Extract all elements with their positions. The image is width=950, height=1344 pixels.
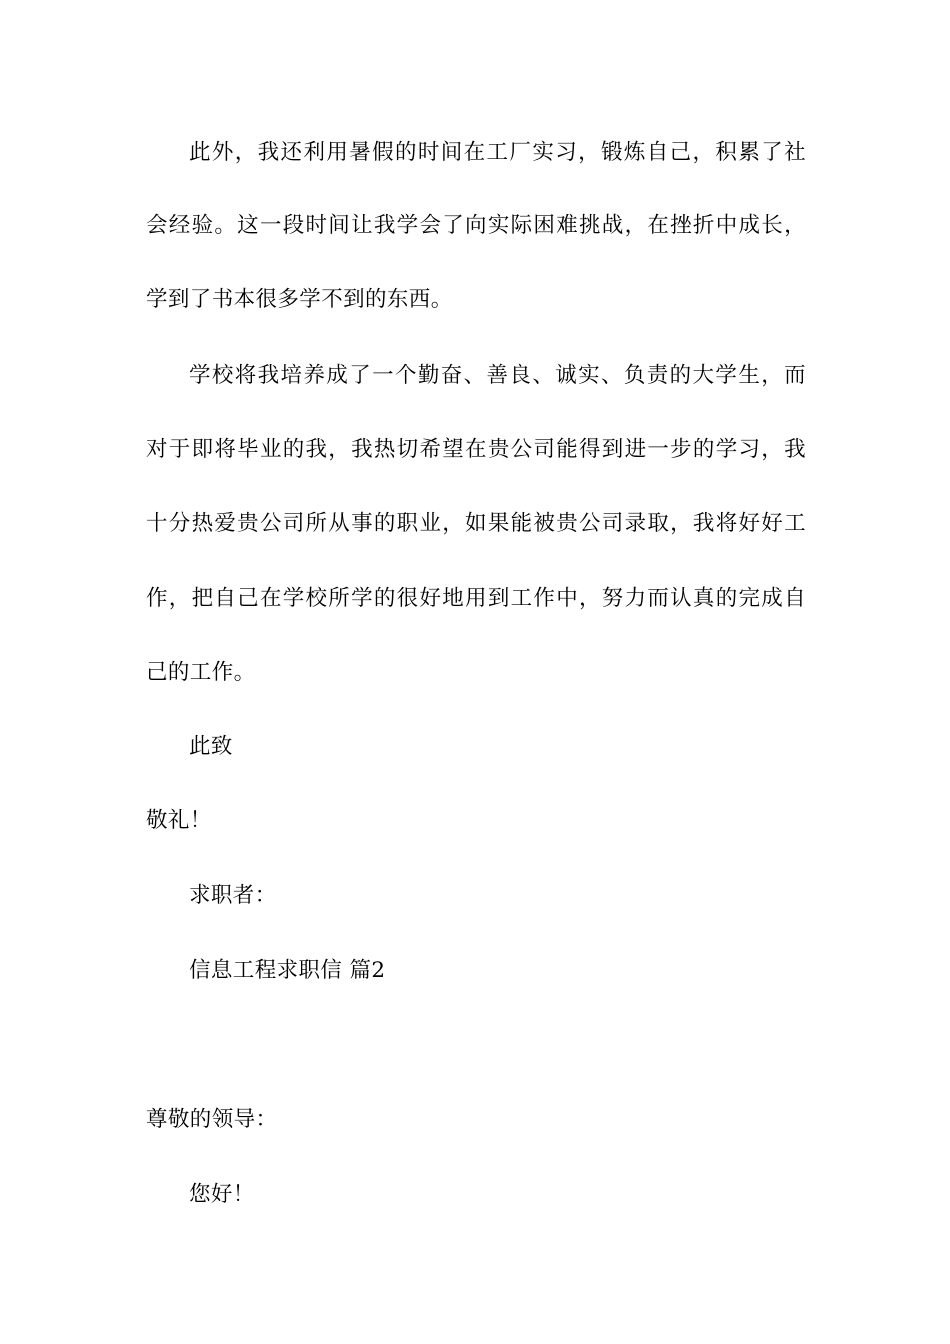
paragraph-2-line-4: 作，把自己在学校所学的很好地用到工作中，努力而认真的完成自: [146, 586, 806, 611]
signature-label: 求职者：: [189, 883, 277, 908]
paragraph-1-line-1: 此外，我还利用暑假的时间在工厂实习，锻炼自己，积累了社: [189, 140, 806, 165]
paragraph-2-line-3: 十分热爱贵公司所从事的职业，如果能被贵公司录取，我将好好工: [146, 511, 806, 536]
closing-text: 此致: [189, 734, 233, 759]
section-heading: 信息工程求职信 篇2: [189, 958, 386, 983]
greeting-text: 尊敬的领导：: [146, 1107, 278, 1132]
paragraph-1-line-3: 学到了书本很多学不到的东西。: [146, 287, 453, 312]
salute-text: 敬礼！: [146, 808, 212, 833]
paragraph-2-line-2: 对于即将毕业的我，我热切希望在贵公司能得到进一步的学习，我: [146, 437, 806, 462]
paragraph-2-line-1: 学校将我培养成了一个勤奋、善良、诚实、负责的大学生，而: [189, 363, 806, 388]
hello-text: 您好！: [189, 1182, 255, 1207]
paragraph-1-line-2: 会经验。这一段时间让我学会了向实际困难挑战，在挫折中成长，: [146, 213, 806, 238]
paragraph-2-line-5: 己的工作。: [146, 660, 256, 685]
